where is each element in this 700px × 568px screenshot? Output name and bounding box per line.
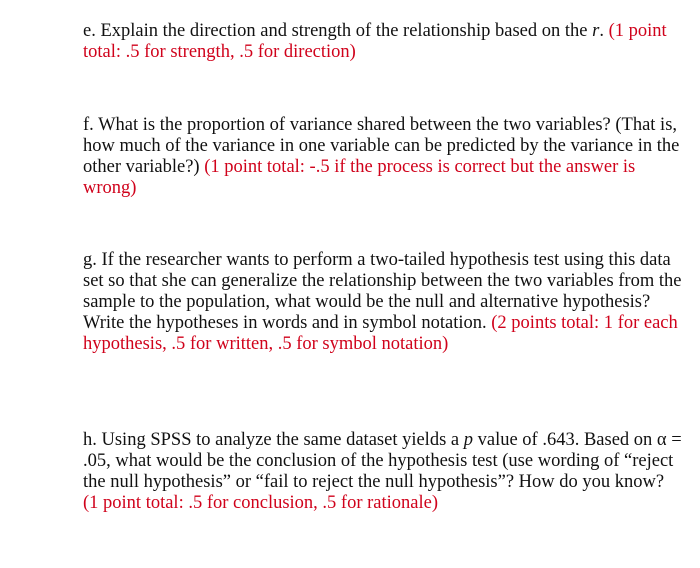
question-e-text-end: .: [599, 21, 609, 41]
question-f: [83, 115, 683, 199]
question-h-rubric: (1 point total: .5 for conclusion, .5 for rationale): [83, 493, 439, 513]
question-h: [83, 430, 683, 514]
question-g-text: g. If the researcher wants to perform a two-tailed hypothesis test using this data set so that she can generalize the relationship between the two variables from the sample to the population, what would be the null and alternative hypothesis? Write the hypotheses in words and in symbol notation.: [83, 250, 682, 333]
question-h-variable-p: p: [463, 430, 473, 450]
question-e-rubric: (1 point total: .5 for strength, .5 for direction): [83, 21, 667, 62]
question-g: [83, 250, 683, 355]
question-f-text: f. What is the proportion of variance shared between the two variables? (That is, how much of the variance in one variable can be predicted by the variance in the other variable?): [83, 115, 680, 177]
question-e-variable-r: r: [592, 21, 600, 41]
question-e: [83, 21, 683, 63]
question-e-text: e. Explain the direction and strength of the relationship based on the: [83, 21, 593, 41]
question-g-rubric: (2 points total: 1 for each hypothesis, .5 for written, .5 for symbol notation): [83, 313, 678, 354]
question-f-rubric: (1 point total: -.5 if the process is correct but the answer is wrong): [83, 157, 636, 198]
question-h-text-cont: value of .643. Based on α = .05, what would be the conclusion of the hypothesis test (use wording of “reject the null hypothesis” or “fail to reject the null hypothesis”? How do you know?: [83, 430, 682, 492]
question-h-text: h. Using SPSS to analyze the same dataset yields a: [83, 430, 464, 450]
